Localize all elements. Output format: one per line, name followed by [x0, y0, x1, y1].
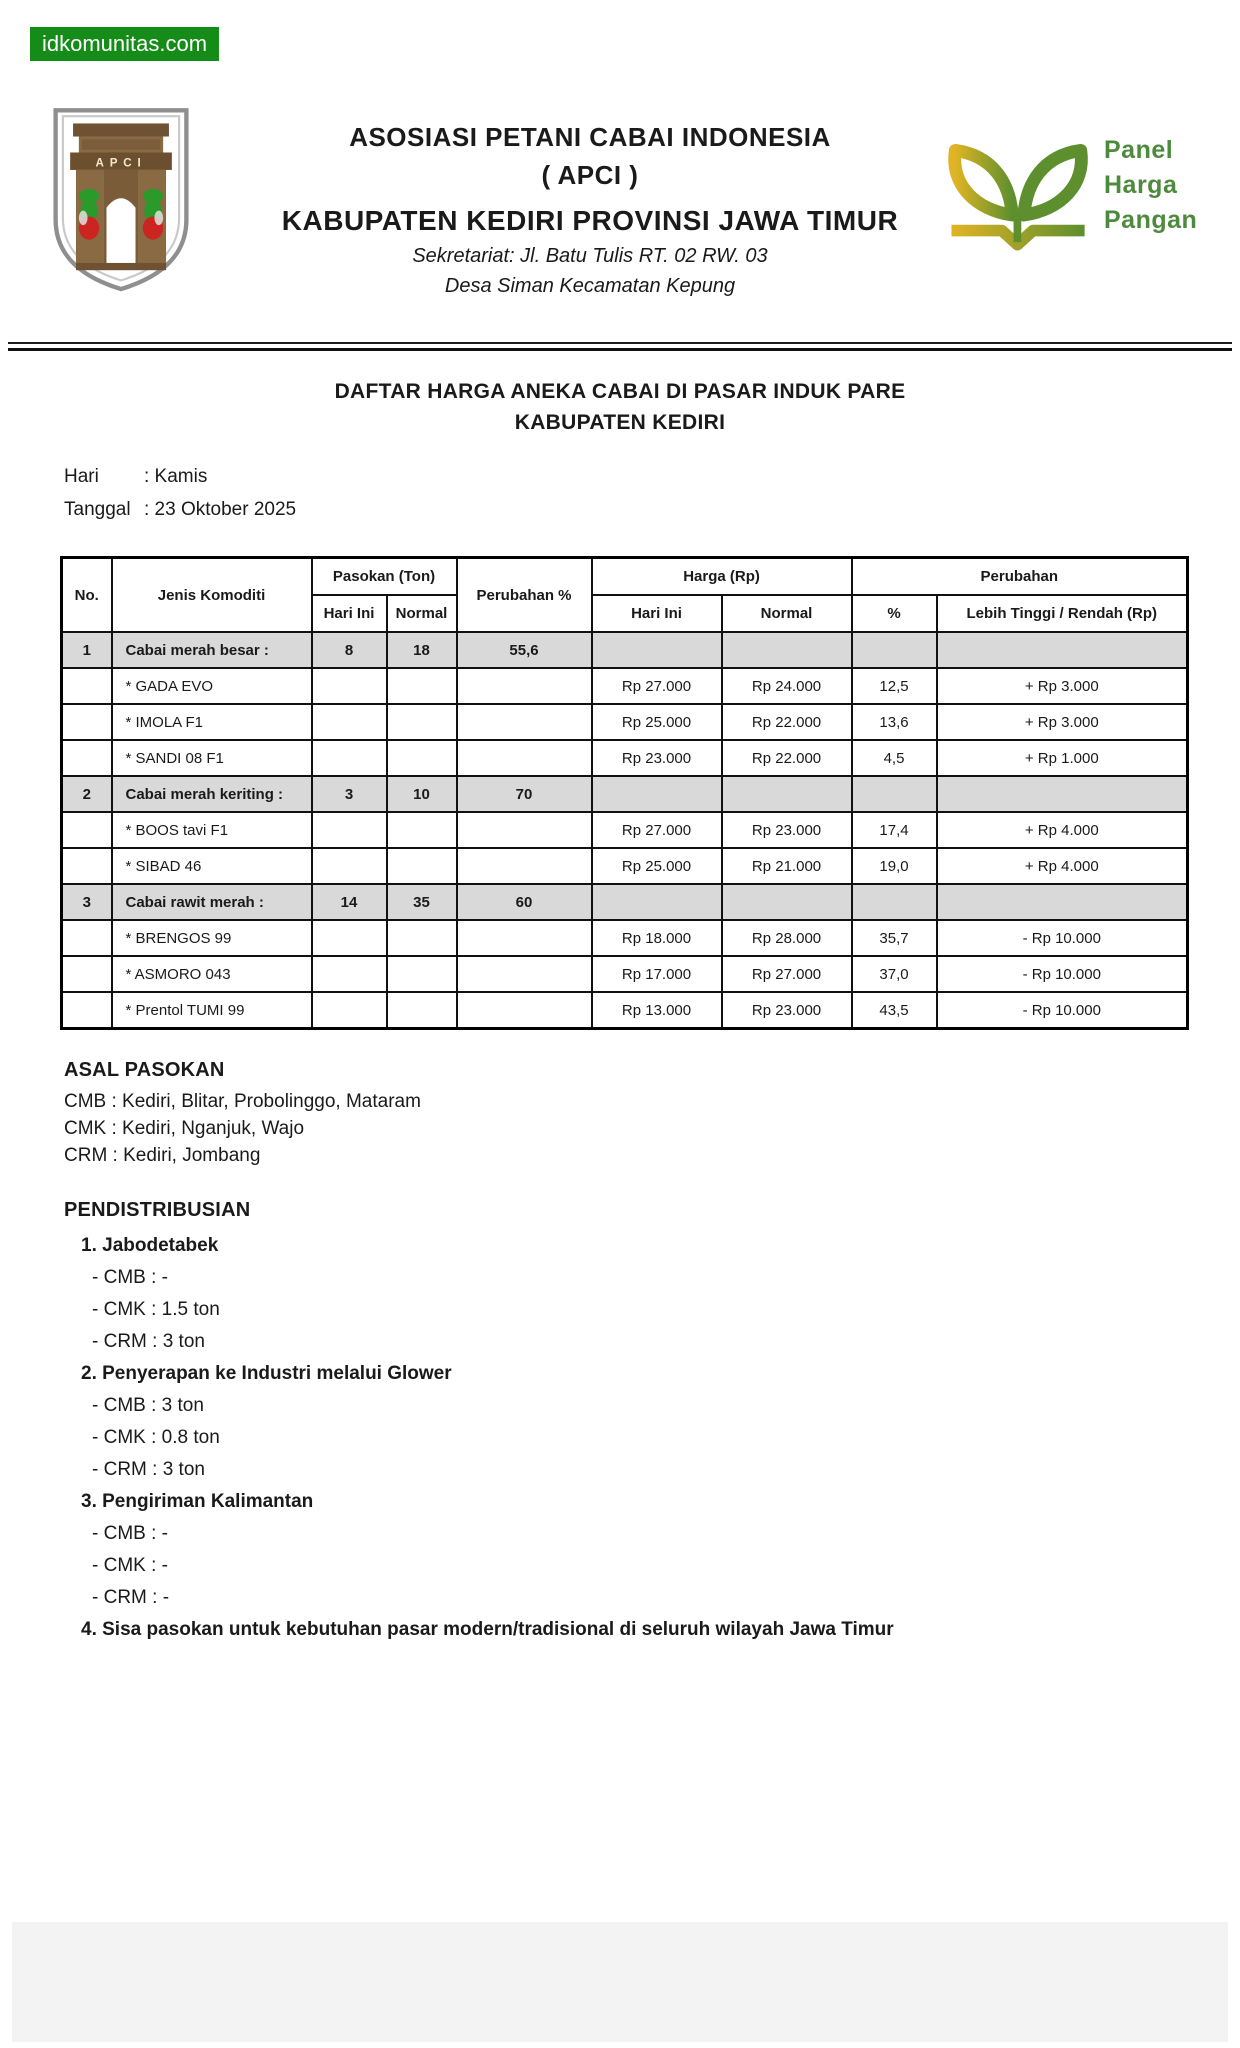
- cell-perubahan-pct: [457, 848, 592, 884]
- cell-pasokan-normal: [387, 740, 457, 776]
- sekretariat-line: Sekretariat: Jl. Batu Tulis RT. 02 RW. 03: [412, 245, 768, 267]
- cell-jenis: * SIBAD 46: [112, 848, 312, 884]
- commodity-category-row: [62, 632, 1188, 668]
- cell-pct: 12,5: [852, 668, 937, 704]
- cell-harga-hari-ini: Rp 25.000: [592, 704, 722, 740]
- cell-harga-normal: [722, 632, 852, 668]
- cell-perubahan-pct: [457, 812, 592, 848]
- cell-pct: 13,6: [852, 704, 937, 740]
- cell-no: [62, 920, 112, 956]
- document-title: DAFTAR HARGA ANEKA CABAI DI PASAR INDUK PARE KABUPATEN KEDIRI: [334, 380, 906, 434]
- cell-harga-hari-ini: [592, 776, 722, 812]
- cell-no: [62, 848, 112, 884]
- org-header: [210, 118, 970, 301]
- cell-no: [62, 668, 112, 704]
- panel-logo-text: Panel Harga Pangan: [1104, 136, 1198, 234]
- chili-decoration-right: [143, 189, 163, 240]
- cell-selisih: [937, 632, 1188, 668]
- asal-pasokan-heading: ASAL PASOKAN: [64, 1059, 225, 1081]
- meta-hari: Hari : Kamis: [64, 466, 208, 487]
- cell-perubahan-pct: [457, 992, 592, 1029]
- apci-shield-icon: [48, 106, 194, 292]
- cell-harga-hari-ini: Rp 13.000: [592, 992, 722, 1029]
- meta-tanggal: Tanggal : 23 Oktober 2025: [64, 499, 297, 520]
- cell-harga-hari-ini: [592, 632, 722, 668]
- cell-jenis: Cabai merah besar :: [112, 632, 312, 668]
- cell-selisih: + Rp 3.000: [937, 704, 1188, 740]
- col-harga-hari-ini: Hari Ini: [592, 595, 722, 632]
- cell-no: [62, 704, 112, 740]
- cell-perubahan-pct: [457, 668, 592, 704]
- asal-pasokan-line: CRM : Kediri, Jombang: [64, 1145, 261, 1166]
- distribution-item-line: - CRM : -: [92, 1587, 170, 1608]
- commodity-item-row: [62, 668, 1188, 704]
- cell-no: 2: [62, 776, 112, 812]
- cell-harga-normal: Rp 28.000: [722, 920, 852, 956]
- cell-harga-normal: [722, 776, 852, 812]
- desa-line: Desa Siman Kecamatan Kepung: [444, 275, 736, 297]
- cell-pasokan-hari-ini: 14: [312, 884, 387, 920]
- commodity-item-row: [62, 740, 1188, 776]
- asal-pasokan-line: CMK : Kediri, Nganjuk, Wajo: [64, 1118, 305, 1139]
- cell-pct: 35,7: [852, 920, 937, 956]
- bottom-gray-strip: [12, 1922, 1228, 2042]
- commodity-item-row: [62, 920, 1188, 956]
- cell-harga-hari-ini: Rp 25.000: [592, 848, 722, 884]
- distribution-item-title: 4. Sisa pasokan untuk kebutuhan pasar modern/tradisional di seluruh wilayah Jawa Timur: [81, 1619, 894, 1640]
- cell-no: 3: [62, 884, 112, 920]
- cell-pasokan-hari-ini: 8: [312, 632, 387, 668]
- cell-perubahan-pct: [457, 704, 592, 740]
- chili-decoration-left: [79, 189, 99, 240]
- asal-pasokan-section: [64, 1056, 421, 1169]
- svg-text:APCI: APCI: [95, 156, 147, 170]
- distribution-item-line: - CMK : 0.8 ton: [92, 1427, 220, 1448]
- col-jenis-komoditi: Jenis Komoditi: [112, 558, 312, 633]
- pendistribusian-heading: PENDISTRIBUSIAN: [64, 1199, 251, 1221]
- col-pasokan: Pasokan (Ton): [312, 558, 457, 596]
- watermark-badge: idkomunitas.com: [30, 27, 219, 61]
- cell-harga-hari-ini: [592, 884, 722, 920]
- cell-pasokan-hari-ini: [312, 956, 387, 992]
- cell-jenis: * Prentol TUMI 99: [112, 992, 312, 1029]
- cell-selisih: + Rp 4.000: [937, 812, 1188, 848]
- cell-pasokan-hari-ini: [312, 668, 387, 704]
- cell-pasokan-hari-ini: [312, 992, 387, 1029]
- cell-harga-hari-ini: Rp 18.000: [592, 920, 722, 956]
- cell-perubahan-pct: [457, 920, 592, 956]
- cell-pct: 43,5: [852, 992, 937, 1029]
- cell-no: 1: [62, 632, 112, 668]
- cell-perubahan-pct: [457, 740, 592, 776]
- cell-perubahan-pct: 55,6: [457, 632, 592, 668]
- commodity-item-row: [62, 704, 1188, 740]
- cell-pasokan-normal: [387, 920, 457, 956]
- cell-harga-normal: [722, 884, 852, 920]
- col-pasokan-hari-ini: Hari Ini: [312, 595, 387, 632]
- cell-jenis: * BOOS tavi F1: [112, 812, 312, 848]
- col-selisih: Lebih Tinggi / Rendah (Rp): [937, 595, 1188, 632]
- cell-jenis: * IMOLA F1: [112, 704, 312, 740]
- cell-pasokan-hari-ini: [312, 848, 387, 884]
- distribution-item-line: - CMB : -: [92, 1267, 168, 1288]
- cell-pct: 37,0: [852, 956, 937, 992]
- commodity-category-row: [62, 776, 1188, 812]
- cell-perubahan-pct: [457, 956, 592, 992]
- cell-pasokan-normal: 10: [387, 776, 457, 812]
- cell-pasokan-normal: [387, 848, 457, 884]
- commodity-category-row: [62, 884, 1188, 920]
- cell-harga-normal: Rp 27.000: [722, 956, 852, 992]
- cell-pasokan-hari-ini: [312, 740, 387, 776]
- cell-pasokan-normal: 18: [387, 632, 457, 668]
- cell-pasokan-normal: [387, 992, 457, 1029]
- cell-jenis: * ASMORO 043: [112, 956, 312, 992]
- commodity-item-row: [62, 848, 1188, 884]
- cell-pct: [852, 884, 937, 920]
- distribution-item-line: - CMK : -: [92, 1555, 168, 1576]
- cell-harga-hari-ini: Rp 17.000: [592, 956, 722, 992]
- org-name: ASOSIASI PETANI CABAI INDONESIA: [349, 122, 831, 152]
- cell-pasokan-hari-ini: [312, 812, 387, 848]
- cell-pct: 19,0: [852, 848, 937, 884]
- cell-jenis: * SANDI 08 F1: [112, 740, 312, 776]
- distribution-item-line: - CMB : -: [92, 1523, 168, 1544]
- col-harga: Harga (Rp): [592, 558, 852, 596]
- cell-harga-hari-ini: Rp 27.000: [592, 812, 722, 848]
- cell-jenis: Cabai merah keriting :: [112, 776, 312, 812]
- cell-no: [62, 956, 112, 992]
- commodity-item-row: [62, 956, 1188, 992]
- cell-pasokan-normal: [387, 812, 457, 848]
- distribution-item-line: - CMK : 1.5 ton: [92, 1299, 220, 1320]
- cell-pasokan-normal: [387, 704, 457, 740]
- cell-pasokan-normal: [387, 956, 457, 992]
- distribution-item-title: 3. Pengiriman Kalimantan: [81, 1491, 314, 1512]
- cell-selisih: + Rp 1.000: [937, 740, 1188, 776]
- cell-pasokan-hari-ini: [312, 920, 387, 956]
- org-abbrev: ( APCI ): [541, 160, 639, 190]
- col-perubahan: Perubahan: [852, 558, 1188, 596]
- panel-harga-pangan-logo: [936, 124, 1197, 266]
- cell-pct: 4,5: [852, 740, 937, 776]
- cell-no: [62, 812, 112, 848]
- cell-no: [62, 740, 112, 776]
- cell-harga-normal: Rp 22.000: [722, 740, 852, 776]
- cell-no: [62, 992, 112, 1029]
- commodity-item-row: [62, 992, 1188, 1029]
- cell-harga-hari-ini: Rp 23.000: [592, 740, 722, 776]
- cell-harga-normal: Rp 21.000: [722, 848, 852, 884]
- commodity-item-row: [62, 812, 1188, 848]
- col-perubahan-pct: Perubahan %: [457, 558, 592, 633]
- cell-perubahan-pct: 70: [457, 776, 592, 812]
- cell-selisih: + Rp 3.000: [937, 668, 1188, 704]
- asal-pasokan-line: CMB : Kediri, Blitar, Probolinggo, Mataram: [64, 1091, 421, 1112]
- distribution-item-title: 1. Jabodetabek: [81, 1235, 219, 1256]
- col-no: No.: [62, 558, 112, 633]
- cell-selisih: - Rp 10.000: [937, 956, 1188, 992]
- distribution-item-line: - CMB : 3 ton: [92, 1395, 204, 1416]
- pendistribusian-section: [64, 1196, 1214, 1646]
- apci-shield-logo: [48, 106, 194, 292]
- cell-pct: [852, 632, 937, 668]
- cell-perubahan-pct: 60: [457, 884, 592, 920]
- col-pct: %: [852, 595, 937, 632]
- col-pasokan-normal: Normal: [387, 595, 457, 632]
- header-divider: [8, 342, 1232, 351]
- cell-pct: [852, 776, 937, 812]
- cell-harga-hari-ini: Rp 27.000: [592, 668, 722, 704]
- org-region: KABUPATEN KEDIRI PROVINSI JAWA TIMUR: [281, 205, 899, 236]
- cell-selisih: - Rp 10.000: [937, 992, 1188, 1029]
- cell-jenis: * GADA EVO: [112, 668, 312, 704]
- col-harga-normal: Normal: [722, 595, 852, 632]
- cell-selisih: - Rp 10.000: [937, 920, 1188, 956]
- distribution-item-line: - CRM : 3 ton: [92, 1331, 205, 1352]
- panel-harga-pangan-icon: [936, 124, 1104, 266]
- distribution-item-title: 2. Penyerapan ke Industri melalui Glower: [81, 1363, 452, 1384]
- cell-pct: 17,4: [852, 812, 937, 848]
- table-header-row-1: [62, 558, 1188, 596]
- cell-jenis: Cabai rawit merah :: [112, 884, 312, 920]
- cell-harga-normal: Rp 22.000: [722, 704, 852, 740]
- cell-pasokan-hari-ini: 3: [312, 776, 387, 812]
- cell-selisih: + Rp 4.000: [937, 848, 1188, 884]
- cell-harga-normal: Rp 23.000: [722, 992, 852, 1029]
- cell-selisih: [937, 776, 1188, 812]
- cell-pasokan-normal: 35: [387, 884, 457, 920]
- cell-harga-normal: Rp 23.000: [722, 812, 852, 848]
- cell-pasokan-hari-ini: [312, 704, 387, 740]
- cell-jenis: * BRENGOS 99: [112, 920, 312, 956]
- cell-pasokan-normal: [387, 668, 457, 704]
- cell-selisih: [937, 884, 1188, 920]
- distribution-item-line: - CRM : 3 ton: [92, 1459, 205, 1480]
- report-meta: [64, 460, 296, 526]
- price-table: [60, 556, 1189, 1030]
- cell-harga-normal: Rp 24.000: [722, 668, 852, 704]
